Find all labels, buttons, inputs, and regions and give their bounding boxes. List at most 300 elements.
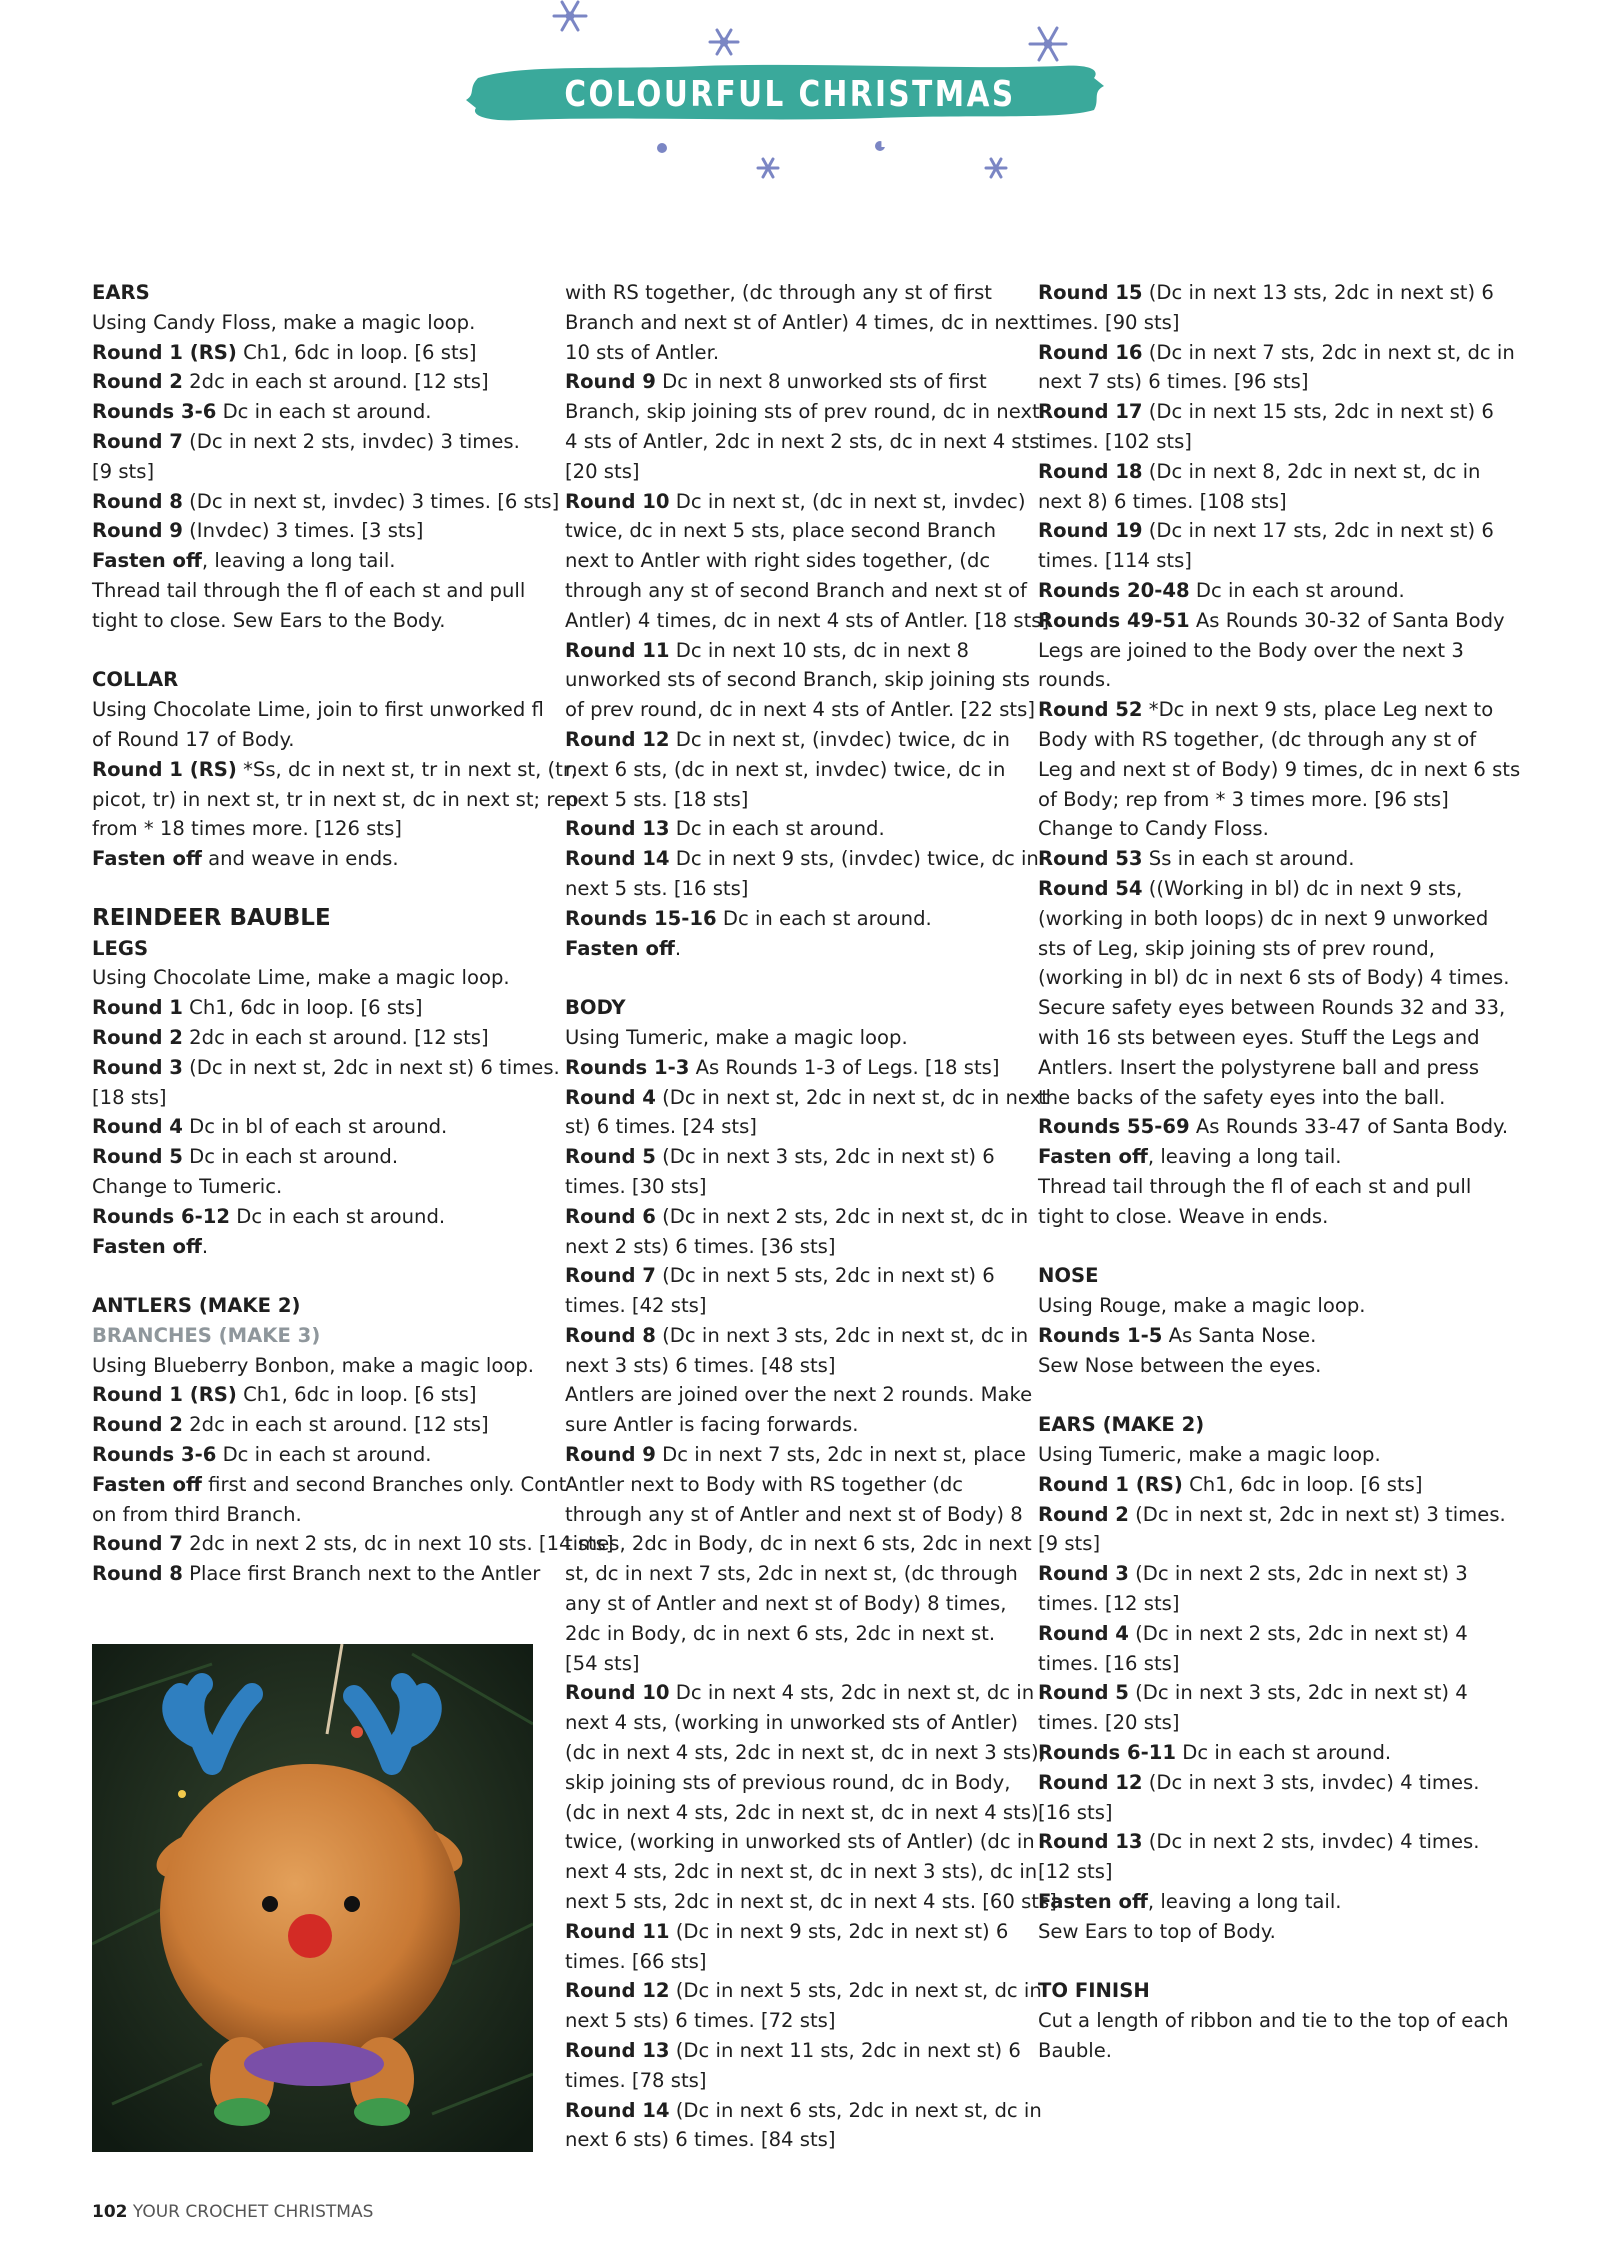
- instruction-text: sure Antler is facing forwards.: [565, 1413, 859, 1437]
- instruction-line: [92, 844, 547, 874]
- column-3: [1038, 278, 1521, 2066]
- instruction-line: [1038, 1649, 1493, 1679]
- round-label: Rounds 15-16: [565, 906, 717, 930]
- instruction-line: [1038, 665, 1493, 695]
- instruction-line: [1038, 1470, 1493, 1500]
- round-label: Round 18: [1038, 459, 1143, 483]
- instruction-line: [92, 1410, 547, 1440]
- instruction-line: [1038, 1500, 1506, 1530]
- round-label: Round 1 (RS): [92, 1383, 237, 1407]
- round-label: Rounds 1-5: [1038, 1323, 1163, 1347]
- instruction-line: [1038, 427, 1493, 457]
- instruction-text: sts of Leg, skip joining sts of prev round,: [1038, 936, 1435, 960]
- instruction-line: [565, 1351, 1020, 1381]
- instruction-text: Dc in each st around.: [1176, 1741, 1392, 1765]
- instruction-line: [1038, 874, 1493, 904]
- round-label: Round 9: [565, 1443, 656, 1467]
- instruction-text: (Dc in next 2 sts, invdec) 3 times.: [182, 429, 520, 453]
- instruction-text: Dc in next 7 sts, 2dc in next st, place: [655, 1443, 1026, 1467]
- round-label: Round 11: [565, 1919, 670, 1943]
- magazine-name: YOUR CROCHET CHRISTMAS: [127, 2202, 374, 2222]
- round-label: Round 4: [92, 1115, 183, 1139]
- section-spacer: [1038, 1380, 1493, 1410]
- round-label: Round 11: [565, 638, 670, 662]
- instruction-text: next 7 sts) 6 times. [96 sts]: [1038, 370, 1309, 394]
- instruction-text: times. [42 sts]: [565, 1294, 707, 1318]
- instruction-text: 10 sts of Antler.: [565, 340, 720, 364]
- instruction-line: [1038, 2036, 1493, 2066]
- instruction-line: [565, 1023, 1020, 1053]
- instruction-text: (Dc in next 13 sts, 2dc in next st) 6: [1142, 281, 1494, 304]
- instruction-line: [92, 546, 547, 576]
- instruction-line: [1038, 487, 1493, 517]
- instruction-text: next 5 sts, 2dc in next st, dc in next 4 sts. [60 sts]: [565, 1890, 1057, 1914]
- round-label: Round 19: [1038, 519, 1143, 543]
- reindeer-bauble-image: [92, 1644, 533, 2152]
- instruction-line: [92, 963, 547, 993]
- section-spacer: [565, 963, 1020, 993]
- instruction-line: [1038, 1291, 1493, 1321]
- instruction-line: [92, 1023, 547, 1053]
- instruction-line: [92, 1142, 547, 1172]
- round-label: Round 2: [1038, 1502, 1129, 1526]
- instruction-line: [565, 1053, 1020, 1083]
- instruction-text: (Dc in next 2 sts, 2dc in next st, dc in: [655, 1204, 1029, 1228]
- round-label: Round 9: [92, 519, 183, 543]
- instruction-line: [92, 993, 547, 1023]
- instruction-text: (Dc in next 3 sts, 2dc in next st) 4: [1128, 1681, 1468, 1705]
- instruction-line: [565, 606, 1050, 636]
- instruction-text: Dc in next st, (dc in next st, invdec): [669, 489, 1026, 513]
- round-label: Round 10: [565, 489, 670, 513]
- instruction-line: [1038, 338, 1515, 368]
- snowflake-icon: [758, 159, 778, 177]
- instruction-line: [1038, 1083, 1493, 1113]
- instruction-text: through any st of second Branch and next st of: [565, 578, 1027, 602]
- instruction-text: with RS together, (dc through any st of first: [565, 281, 992, 304]
- instruction-text: *Ss, dc in next st, tr in next st, (tr,: [236, 757, 578, 781]
- round-label: Round 7: [92, 429, 183, 453]
- instruction-line: [565, 2125, 1020, 2155]
- instruction-line: [1038, 1202, 1493, 1232]
- instruction-line: [565, 2066, 1020, 2096]
- instruction-text: [20 sts]: [565, 459, 640, 483]
- instruction-text: Sew Nose between the eyes.: [1038, 1353, 1322, 1377]
- instruction-text: Using Chocolate Lime, make a magic loop.: [92, 966, 510, 990]
- instruction-line: [92, 1559, 547, 1589]
- instruction-text: (working in bl) dc in next 6 sts of Body) 4 times.: [1038, 966, 1510, 990]
- instruction-text: Change to Candy Floss.: [1038, 817, 1269, 841]
- instruction-text: Using Tumeric, make a magic loop.: [1038, 1443, 1381, 1467]
- snowflake-icon: [1030, 28, 1066, 60]
- instruction-line: [1038, 844, 1493, 874]
- instruction-text: through any st of Antler and next st of Body) 8: [565, 1502, 1023, 1526]
- instruction-line: [1038, 1827, 1493, 1857]
- banner-title: COLOURFUL CHRISTMAS COLLECTION: [564, 74, 1016, 156]
- instruction-text: times. [90 sts]: [1038, 310, 1180, 334]
- instruction-text: Dc in next 8 unworked sts of first: [655, 370, 987, 394]
- column-2: [565, 278, 1057, 2155]
- instruction-text: times. [30 sts]: [565, 1174, 707, 1198]
- section-heading: ANTLERS (MAKE 2): [92, 1294, 301, 1318]
- instruction-text: times. [66 sts]: [565, 1949, 707, 1973]
- instruction-line: [565, 576, 1027, 606]
- instruction-text: ((Working in bl) dc in next 9 sts,: [1142, 876, 1463, 900]
- instruction-text: .: [201, 1234, 209, 1258]
- instruction-text: As Rounds 33-47 of Santa Body.: [1189, 1115, 1509, 1139]
- round-label: Round 13: [565, 817, 670, 841]
- page-header: [0, 0, 1600, 200]
- instruction-text: and weave in ends.: [201, 847, 399, 871]
- instruction-line: [92, 1500, 547, 1530]
- round-label: Rounds 3-6: [92, 400, 217, 424]
- instruction-line: [92, 397, 547, 427]
- round-label: Rounds 3-6: [92, 1443, 217, 1467]
- instruction-text: [9 sts]: [1038, 1532, 1101, 1556]
- instruction-text: Place first Branch next to the Antler: [182, 1562, 541, 1586]
- instruction-line: [1038, 934, 1493, 964]
- round-label: Round 13: [565, 2039, 670, 2063]
- round-label: Round 15: [1038, 281, 1143, 304]
- instruction-line: [92, 338, 547, 368]
- instruction-text: times. [20 sts]: [1038, 1711, 1180, 1735]
- instruction-text: Branch and next st of Antler) 4 times, dc in next: [565, 310, 1038, 334]
- instruction-text: [9 sts]: [92, 459, 155, 483]
- instruction-line: [1038, 1887, 1493, 1917]
- instruction-line: [92, 606, 547, 636]
- instruction-line: [1038, 1529, 1493, 1559]
- instruction-line: [92, 1529, 614, 1559]
- instruction-line: [92, 576, 547, 606]
- round-label: Fasten off: [92, 847, 202, 871]
- instruction-text: Antler next to Body with RS together (dc: [565, 1472, 964, 1496]
- section-spacer: [92, 636, 547, 666]
- instruction-text: , leaving a long tail.: [1147, 1890, 1342, 1914]
- instruction-line: [565, 1768, 1020, 1798]
- instruction-line: [92, 1440, 547, 1470]
- instruction-text: [12 sts]: [1038, 1860, 1113, 1884]
- section-heading: NOSE: [1038, 1264, 1099, 1288]
- instruction-line: [92, 1232, 547, 1262]
- round-label: Fasten off: [92, 1234, 202, 1258]
- instruction-line: [565, 934, 1020, 964]
- instruction-line: [92, 1112, 547, 1142]
- instruction-line: [1038, 904, 1493, 934]
- instruction-text: times, 2dc in Body, dc in next 6 sts, 2dc in next: [565, 1532, 1032, 1556]
- instruction-text: Ch1, 6dc in loop. [6 sts]: [236, 1383, 477, 1407]
- round-label: Round 1 (RS): [1038, 1472, 1183, 1496]
- instruction-text: times. [78 sts]: [565, 2068, 707, 2092]
- round-label: Round 14: [565, 2098, 670, 2122]
- instruction-line: [92, 695, 547, 725]
- instruction-text: Sew Ears to top of Body.: [1038, 1919, 1276, 1943]
- instruction-text: Dc in each st around.: [182, 1145, 399, 1169]
- instruction-text: (Dc in next 3 sts, 2dc in next st, dc in: [655, 1323, 1029, 1347]
- snowflake-icon: [554, 2, 586, 30]
- instruction-text: Dc in bl of each st around.: [182, 1115, 448, 1139]
- page-footer: [92, 2202, 373, 2222]
- round-label: Round 54: [1038, 876, 1143, 900]
- instruction-line: [565, 367, 1020, 397]
- instruction-line: [565, 1976, 1042, 2006]
- instruction-line: [565, 1529, 1032, 1559]
- instruction-line: [1038, 278, 1493, 308]
- round-label: Round 2: [92, 1025, 183, 1049]
- instruction-text: Body with RS together, (dc through any st of: [1038, 727, 1477, 751]
- instruction-text: (Dc in next 15 sts, 2dc in next st) 6: [1142, 400, 1494, 424]
- instruction-line: [565, 1112, 1020, 1142]
- instruction-text: [54 sts]: [565, 1651, 640, 1675]
- instruction-text: Antlers are joined over the next 2 rounds. Make: [565, 1383, 1033, 1407]
- instruction-line: [565, 1947, 1020, 1977]
- instruction-text: (working in both loops) dc in next 9 unworked: [1038, 906, 1489, 930]
- instruction-text: [18 sts]: [92, 1085, 167, 1109]
- instruction-text: picot, tr) in next st, tr in next st, dc in next st; rep: [92, 787, 579, 811]
- instruction-line: [1038, 1351, 1493, 1381]
- instruction-line: [1038, 636, 1493, 666]
- instruction-line: [565, 904, 1020, 934]
- instruction-text: Dc in each st around.: [230, 1204, 446, 1228]
- instruction-line: [565, 1261, 1020, 1291]
- instruction-line: [1038, 695, 1493, 725]
- instruction-text: .: [674, 936, 682, 960]
- instruction-text: Dc in next 9 sts, (invdec) twice, dc in: [669, 847, 1039, 871]
- section-heading: EARS (MAKE 2): [1038, 1413, 1205, 1437]
- instruction-line: [1038, 993, 1506, 1023]
- instruction-text: twice, (working in unworked sts of Antler) (dc in: [565, 1830, 1035, 1854]
- round-label: Round 13: [1038, 1830, 1143, 1854]
- instruction-text: 2dc in each st around. [12 sts]: [182, 370, 489, 394]
- round-label: Fasten off: [1038, 1145, 1148, 1169]
- instruction-text: (Dc in next 2 sts, 2dc in next st) 4: [1128, 1621, 1468, 1645]
- instruction-text: next 4 sts, 2dc in next st, dc in next 3 sts), dc in: [565, 1860, 1038, 1884]
- round-label: Round 3: [92, 1055, 183, 1079]
- instruction-line: [565, 1500, 1023, 1530]
- instruction-line: [565, 1619, 1020, 1649]
- instruction-text: (Dc in next st, 2dc in next st) 3 times.: [1128, 1502, 1506, 1526]
- instruction-text: Legs are joined to the Body over the next 3: [1038, 638, 1464, 662]
- instruction-text: Thread tail through the fl of each st and pull: [1038, 1174, 1472, 1198]
- instruction-line: [1038, 963, 1510, 993]
- instruction-line: [1038, 1708, 1493, 1738]
- instruction-line: [565, 487, 1026, 517]
- instruction-line: [565, 1291, 1020, 1321]
- instruction-text: Ss in each st around.: [1142, 847, 1355, 871]
- instruction-text: (Invdec) 3 times. [3 sts]: [182, 519, 424, 543]
- instruction-line: [92, 1053, 560, 1083]
- instruction-line: [92, 367, 547, 397]
- instruction-line: [1038, 1798, 1493, 1828]
- round-label: Rounds 55-69: [1038, 1115, 1190, 1139]
- instruction-line: [92, 1083, 547, 1113]
- instruction-text: next 6 sts, (dc in next st, invdec) twice, dc in: [565, 757, 1006, 781]
- instruction-text: Dc in next 4 sts, 2dc in next st, dc in: [669, 1681, 1035, 1705]
- instruction-line: [565, 2006, 1020, 2036]
- instruction-line: [565, 1917, 1020, 1947]
- instruction-line: [565, 2036, 1020, 2066]
- round-label: Round 12: [1038, 1770, 1143, 1794]
- round-label: Round 3: [1038, 1562, 1129, 1586]
- instruction-text: (Dc in next 8, 2dc in next st, dc in: [1142, 459, 1481, 483]
- instruction-line: [565, 1410, 1020, 1440]
- instruction-text: (Dc in next 2 sts, invdec) 4 times.: [1142, 1830, 1480, 1854]
- instruction-text: 2dc in each st around. [12 sts]: [182, 1413, 489, 1437]
- instruction-line: [565, 1798, 1039, 1828]
- round-label: Rounds 6-11: [1038, 1741, 1176, 1765]
- round-label: Round 4: [1038, 1621, 1129, 1645]
- instruction-line: [92, 487, 560, 517]
- round-label: Rounds 49-51: [1038, 608, 1190, 632]
- instruction-line: [1038, 2006, 1509, 2036]
- instruction-line: [1038, 785, 1493, 815]
- instruction-text: Using Chocolate Lime, join to first unworked fl: [92, 698, 544, 722]
- instruction-line: [565, 1172, 1020, 1202]
- instruction-text: Ch1, 6dc in loop. [6 sts]: [1182, 1472, 1423, 1496]
- instruction-text: Antler) 4 times, dc in next 4 sts of Antler. [18 sts]: [565, 608, 1050, 632]
- instruction-line: [565, 1649, 1020, 1679]
- instruction-line: [565, 1559, 1020, 1589]
- instruction-line: [1038, 308, 1493, 338]
- instruction-text: Using Candy Floss, make a magic loop.: [92, 310, 476, 334]
- round-label: Round 7: [92, 1532, 183, 1556]
- instruction-line: [92, 427, 547, 457]
- round-label: Round 8: [92, 1562, 183, 1586]
- instruction-text: next 5 sts. [16 sts]: [565, 876, 749, 900]
- round-label: Round 8: [565, 1323, 656, 1347]
- instruction-line: [565, 397, 1040, 427]
- instruction-text: As Rounds 30-32 of Santa Body: [1189, 608, 1505, 632]
- instruction-line: [1038, 1053, 1493, 1083]
- instruction-line: [565, 278, 1020, 308]
- instruction-text: Dc in each st around.: [216, 1443, 432, 1467]
- round-label: Fasten off: [92, 549, 202, 573]
- instruction-line: [1038, 1172, 1493, 1202]
- instruction-line: [565, 695, 1035, 725]
- sub-heading: BRANCHES (MAKE 3): [92, 1323, 321, 1347]
- reindeer-bauble-photo: [92, 1644, 533, 2152]
- section-heading: EARS: [92, 281, 150, 304]
- instruction-text: Using Blueberry Bonbon, make a magic loop.: [92, 1353, 534, 1377]
- instruction-text: (Dc in next 7 sts, 2dc in next st, dc in: [1142, 340, 1515, 364]
- instruction-line: [565, 814, 1020, 844]
- round-label: Round 1 (RS): [92, 757, 237, 781]
- instruction-text: st) 6 times. [24 sts]: [565, 1115, 757, 1139]
- round-label: Round 10: [565, 1681, 670, 1705]
- instruction-line: [1038, 606, 1505, 636]
- instruction-text: Using Tumeric, make a magic loop.: [565, 1025, 908, 1049]
- instruction-line: [565, 1678, 1035, 1708]
- round-label: Round 5: [92, 1145, 183, 1169]
- instruction-line: [92, 1172, 547, 1202]
- instruction-line: [565, 1202, 1029, 1232]
- instruction-text: (Dc in next 3 sts, invdec) 4 times.: [1142, 1770, 1480, 1794]
- instruction-line: [565, 636, 1020, 666]
- round-label: Round 14: [565, 847, 670, 871]
- instruction-line: [565, 725, 1020, 755]
- instruction-line: [565, 1440, 1026, 1470]
- instruction-text: 2dc in each st around. [12 sts]: [182, 1025, 489, 1049]
- round-label: Round 12: [565, 1979, 670, 2003]
- instruction-text: tight to close. Weave in ends.: [1038, 1204, 1329, 1228]
- instruction-text: Dc in each st around.: [216, 400, 432, 424]
- instruction-line: [1038, 576, 1493, 606]
- page-number: 102: [92, 2202, 128, 2222]
- instruction-text: *Dc in next 9 sts, place Leg next to: [1142, 698, 1494, 722]
- instruction-line: [565, 1827, 1035, 1857]
- instruction-text: Cut a length of ribbon and tie to the top of each: [1038, 2009, 1509, 2033]
- instruction-text: Thread tail through the fl of each st and pull: [92, 578, 526, 602]
- instruction-text: Antlers. Insert the polystyrene ball and press: [1038, 1055, 1480, 1079]
- instruction-text: 4 sts of Antler, 2dc in next 2 sts, dc in next 4 sts.: [565, 429, 1046, 453]
- instruction-line: [1038, 1440, 1493, 1470]
- instruction-text: (Dc in next st, 2dc in next st, dc in next: [655, 1085, 1049, 1109]
- instruction-text: (Dc in next 3 sts, 2dc in next st) 6: [655, 1145, 995, 1169]
- round-label: Fasten off: [565, 936, 675, 960]
- instruction-text: Dc in next 10 sts, dc in next 8: [669, 638, 969, 662]
- instruction-text: (Dc in next st, 2dc in next st) 6 times.: [182, 1055, 560, 1079]
- instruction-line: [92, 516, 547, 546]
- instruction-text: (dc in next 4 sts, 2dc in next st, dc in next 4 sts): [565, 1800, 1039, 1824]
- instruction-line: [565, 1380, 1033, 1410]
- instruction-line: [565, 755, 1020, 785]
- pattern-title: REINDEER BAUBLE: [92, 904, 331, 931]
- instruction-text: , leaving a long tail.: [1147, 1145, 1342, 1169]
- instruction-line: [92, 785, 579, 815]
- instruction-line: [1038, 1023, 1493, 1053]
- instruction-line: [565, 1470, 1020, 1500]
- instruction-line: [1038, 1738, 1493, 1768]
- instruction-text: next 4 sts, (working in unworked sts of Antler): [565, 1711, 1018, 1735]
- instruction-text: from * 18 times more. [126 sts]: [92, 817, 402, 841]
- instruction-line: [1038, 1768, 1493, 1798]
- instruction-text: Ch1, 6dc in loop. [6 sts]: [236, 340, 477, 364]
- instruction-text: (Dc in next 5 sts, 2dc in next st, dc in: [669, 1979, 1042, 2003]
- round-label: Round 8: [92, 489, 183, 513]
- instruction-line: [1038, 1917, 1493, 1947]
- round-label: Round 5: [1038, 1681, 1129, 1705]
- instruction-line: [565, 546, 1020, 576]
- instruction-text: times. [12 sts]: [1038, 1592, 1180, 1616]
- round-label: Round 1: [92, 996, 183, 1020]
- instruction-line: [565, 844, 1039, 874]
- round-label: Round 12: [565, 727, 670, 751]
- instruction-text: As Santa Nose.: [1162, 1323, 1317, 1347]
- instruction-text: next 2 sts) 6 times. [36 sts]: [565, 1234, 836, 1258]
- instruction-line: [1038, 516, 1493, 546]
- instruction-text: 2dc in next 2 sts, dc in next 10 sts. [14 sts]: [182, 1532, 614, 1556]
- round-label: Round 5: [565, 1145, 656, 1169]
- instruction-line: [565, 1232, 1020, 1262]
- instruction-text: (Dc in next 17 sts, 2dc in next st) 6: [1142, 519, 1494, 543]
- instruction-text: (Dc in next 2 sts, 2dc in next st) 3: [1128, 1562, 1468, 1586]
- instruction-line: [565, 665, 1030, 695]
- instruction-line: [1038, 1321, 1493, 1351]
- instruction-text: (Dc in next 11 sts, 2dc in next st) 6: [669, 2039, 1021, 2063]
- instruction-line: [565, 308, 1038, 338]
- round-label: Round 2: [92, 370, 183, 394]
- section-spacer: [92, 874, 547, 904]
- instruction-text: Dc in each st around.: [1189, 578, 1405, 602]
- instruction-text: (Dc in next 9 sts, 2dc in next st) 6: [669, 1919, 1009, 1943]
- instruction-line: [565, 785, 1020, 815]
- instruction-text: Branch, skip joining sts of prev round, dc in next: [565, 400, 1040, 424]
- instruction-line: [565, 1887, 1057, 1917]
- section-spacer: [1038, 1232, 1493, 1262]
- instruction-text: the backs of the safety eyes into the ball.: [1038, 1085, 1446, 1109]
- instruction-text: next 3 sts) 6 times. [48 sts]: [565, 1353, 836, 1377]
- section-heading: COLLAR: [92, 668, 179, 692]
- snowflake-icon: [710, 30, 738, 54]
